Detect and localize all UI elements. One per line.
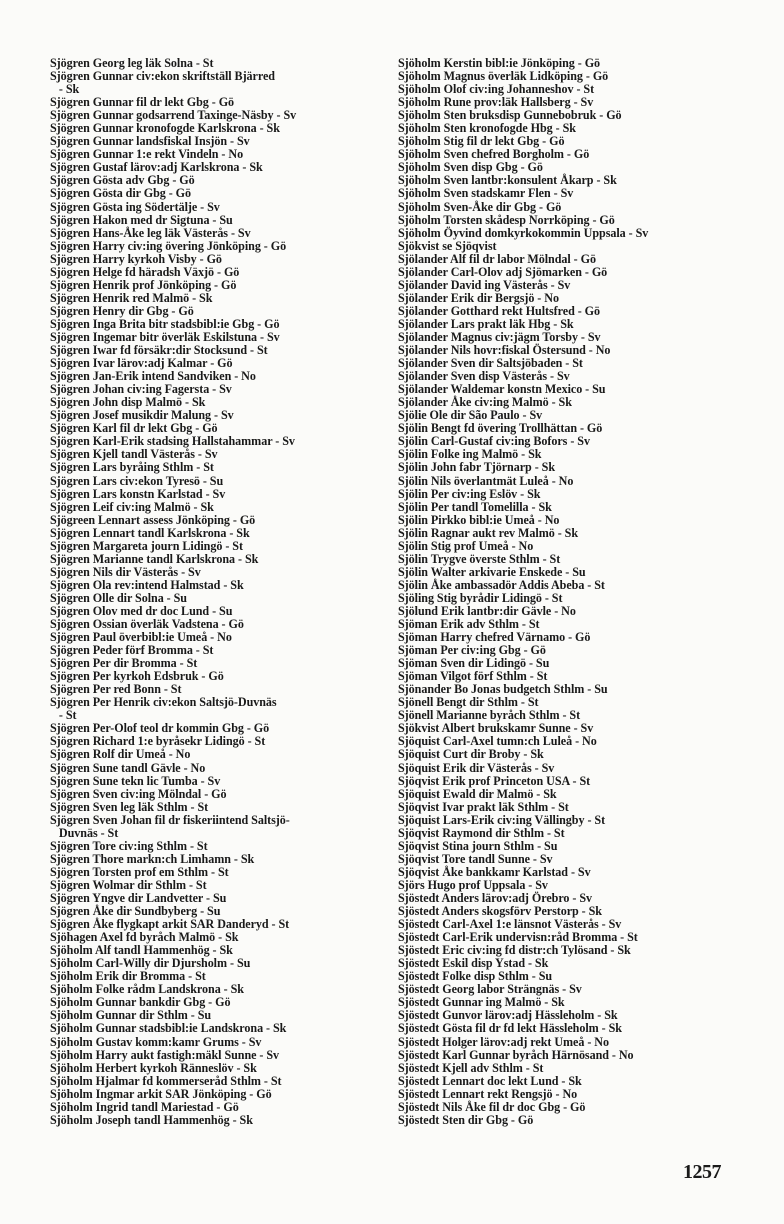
directory-entry: Sjögren Ossian överläk Vadstena - Gö — [50, 617, 244, 632]
directory-entry: Sjögren Johan civ:ing Fagersta - Sv — [50, 382, 232, 397]
directory-entry: Sjöholm Folke rådm Landskrona - Sk — [50, 982, 244, 997]
directory-entry: - St — [50, 708, 77, 723]
directory-entry: Sjögren Karl-Erik stadsing Hallstahammar - Sv — [50, 434, 295, 449]
directory-entry: Sjöholm Ingrid tandl Mariestad - Gö — [50, 1099, 239, 1114]
directory-entry: Sjögren Hakon med dr Sigtuna - Su — [50, 212, 233, 227]
directory-entry: Sjögren Gösta ing Södertälje - Sv — [50, 199, 220, 214]
directory-entry: Sjöholm Sven disp Gbg - Gö — [398, 160, 543, 175]
directory-entry: Sjöman Erik adv Sthlm - St — [398, 617, 540, 632]
directory-entry: Sjöstedt Holger lärov:adj rekt Umeå - No — [398, 1034, 609, 1049]
directory-entry: Sjöstedt Georg labor Strängnäs - Sv — [398, 982, 582, 997]
directory-entry: Sjögren Kjell tandl Västerås - Sv — [50, 447, 218, 462]
directory-entry: Sjöstedt Lennart doc lekt Lund - Sk — [398, 1073, 582, 1088]
directory-entry: Sjöholm Sten kronofogde Hbg - Sk — [398, 121, 576, 136]
directory-entry: Sjölin Carl-Gustaf civ:ing Bofors - Sv — [398, 434, 590, 449]
directory-entry: Sjönell Bengt dir Sthlm - St — [398, 695, 539, 710]
directory-entry: Sjögren Per red Bonn - St — [50, 682, 182, 697]
directory-entry: Sjögren John disp Malmö - Sk — [50, 395, 206, 410]
directory-entry: Sjögren Sune tekn lic Tumba - Sv — [50, 773, 221, 788]
directory-entry: Sjögren Wolmar dir Sthlm - St — [50, 877, 207, 892]
directory-entry: Sjögren Thore markn:ch Limhamn - Sk — [50, 851, 255, 866]
directory-entry: Sjöstedt Kjell adv Sthlm - St — [398, 1060, 544, 1075]
directory-entry: Sjögren Ola rev:intend Halmstad - Sk — [50, 577, 244, 592]
directory-entry: Sjögren Helge fd häradsh Växjö - Gö — [50, 264, 240, 279]
directory-entry: Sjögren Ingemar bitr överläk Eskilstuna - Sv — [50, 329, 280, 344]
directory-entry: Sjögren Olle dir Solna - Su — [50, 590, 187, 605]
directory-entry: Sjöqvist Erik prof Princeton USA - St — [398, 773, 591, 788]
directory-entry: Sjögren Per-Olof teol dr kommin Gbg - Gö — [50, 721, 270, 736]
directory-entry: Sjögren Yngve dir Landvetter - Su — [50, 891, 227, 905]
directory-entry: Sjöholm Sven chefred Borgholm - Gö — [398, 147, 590, 162]
directory-entry: Sjögren Åke dir Sundbyberg - Su — [50, 904, 221, 919]
directory-entry: Sjölander Sven dir Saltsjöbaden - St — [398, 356, 583, 371]
directory-entry: Sjögren Gunnar civ:ekon skriftställ Bjärred — [50, 69, 275, 84]
directory-entry: Sjölander Åke civ:ing Malmö - Sk — [398, 395, 572, 410]
directory-entry: Sjögren Josef musikdir Malung - Sv — [50, 408, 234, 423]
page-number: 1257 — [683, 1161, 721, 1183]
directory-entry: Sjöstedt Sten dir Gbg - Gö — [398, 1112, 534, 1127]
directory-entry: Sjögren Jan-Erik intend Sandviken - No — [50, 369, 256, 384]
directory-entry: Sjögren Richard 1:e byråsekr Lidingö - St — [50, 734, 266, 749]
directory-entry: Sjökvist Albert brukskamr Sunne - Sv — [398, 721, 594, 736]
directory-entry: Sjölin Pirkko bibl:ie Umeå - No — [398, 512, 560, 527]
directory-entry: Sjögren Sven civ:ing Mölndal - Gö — [50, 786, 227, 801]
directory-entry: Sjölin Per civ:ing Eslöv - Sk — [398, 486, 541, 501]
directory-entry: Sjöstedt Nils Åke fil dr doc Gbg - Gö — [398, 1099, 586, 1114]
directory-entry: Sjöling Stig byrådir Lidingö - St — [398, 590, 563, 605]
directory-entry: Sjögren Olov med dr doc Lund - Su — [50, 603, 233, 618]
directory-entry: Sjögren Gunnar landsfiskal Insjön - Sv — [50, 134, 250, 149]
directory-entry: Sjölander David ing Västerås - Sv — [398, 277, 571, 292]
directory-entry: Sjölin Trygve överste Sthlm - St — [398, 551, 561, 566]
directory-entry: Sjöstedt Karl Gunnar byråch Härnösand - No — [398, 1047, 634, 1062]
directory-entry: Sjöholm Herbert kyrkoh Ränneslöv - Sk — [50, 1060, 257, 1075]
directory-entry: Sjögren Lennart tandl Karlskrona - Sk — [50, 525, 250, 540]
directory-entry: Sjöstedt Carl-Erik undervisn:råd Bromma - St — [398, 930, 638, 945]
directory-entry: Sjögren Gösta adv Gbg - Gö — [50, 173, 195, 188]
directory-entry: Sjöholm Carl-Willy dir Djursholm - Su — [50, 956, 251, 971]
directory-entry: Sjöman Harry chefred Värnamo - Gö — [398, 630, 591, 645]
directory-entry: Sjögren Harry civ:ing övering Jönköping - Gö — [50, 238, 287, 253]
directory-entry: Sjölin Ragnar aukt rev Malmö - Sk — [398, 525, 578, 540]
directory-entry: Sjögren Harry kyrkoh Visby - Gö — [50, 251, 222, 266]
directory-entry: Sjögren Georg leg läk Solna - St — [50, 56, 214, 70]
directory-entry: Sjölin Folke ing Malmö - Sk — [398, 447, 542, 462]
directory-entry: Sjöholm Gunnar bankdir Gbg - Gö — [50, 995, 231, 1010]
directory-entry: Sjögren Peder förf Bromma - St — [50, 643, 214, 658]
directory-entry: Sjögren Henrik prof Jönköping - Gö — [50, 277, 237, 292]
directory-entry: Sjölander Magnus civ:jägm Torsby - Sv — [398, 329, 601, 344]
directory-entry: Sjögren Gustaf lärov:adj Karlskrona - Sk — [50, 160, 263, 175]
directory-entry: Sjögren Gunnar kronofogde Karlskrona - Sk — [50, 121, 280, 136]
directory-entry: Sjöstedt Eric civ:ing fd distr:ch Tylösand - Sk — [398, 943, 631, 958]
directory-entry: Sjögren Gösta dir Gbg - Gö — [50, 186, 192, 201]
directory-entry: Sjöquist Curt dir Broby - Sk — [398, 747, 544, 762]
directory-entry: Sjöstedt Folke disp Sthlm - Su — [398, 969, 553, 984]
directory-entry: Sjögren Marianne tandl Karlskrona - Sk — [50, 551, 259, 566]
directory-entry: Sjögren Lars civ:ekon Tyresö - Su — [50, 473, 224, 488]
directory-entry: Sjögren Henrik red Malmö - Sk — [50, 290, 213, 305]
directory-entry: Sjöholm Ingmar arkit SAR Jönköping - Gö — [50, 1086, 272, 1101]
directory-entry: Sjöquist Erik dir Västerås - Sv — [398, 760, 555, 775]
directory-entry: Sjölin Stig prof Umeå - No — [398, 538, 534, 553]
directory-entry: Sjöqvist Raymond dir Sthlm - St — [398, 825, 565, 840]
left-column — [50, 57, 370, 1127]
directory-entry: Sjöholm Stig fil dr lekt Gbg - Gö — [398, 134, 565, 149]
directory-entry: Sjögren Gunnar 1:e rekt Vindeln - No — [50, 147, 244, 162]
directory-entry: Sjöholm Sten bruksdisp Gunnebobruk - Gö — [398, 108, 622, 123]
directory-entry: Sjöstedt Anders lärov:adj Örebro - Sv — [398, 891, 593, 905]
directory-entry: Sjöholm Harry aukt fastigh:mäkl Sunne - Sv — [50, 1047, 280, 1062]
directory-entry: Sjögren Gunnar fil dr lekt Gbg - Gö — [50, 95, 235, 110]
directory-entry: Sjöquist Ewald dir Malmö - Sk — [398, 786, 557, 801]
directory-entry: Sjölin Åke ambassadör Addis Abeba - St — [398, 577, 605, 592]
directory-entry: Sjöquist Lars-Erik civ:ing Vällingby - St — [398, 812, 606, 827]
directory-entry: Sjögren Åke flygkapt arkit SAR Danderyd - St — [50, 917, 290, 932]
directory-entry: Sjölander Alf fil dr labor Mölndal - Gö — [398, 251, 596, 266]
directory-entry: Sjörs Hugo prof Uppsala - Sv — [398, 877, 548, 892]
directory-entry: Sjökvist se Sjöqvist — [398, 238, 497, 253]
directory-entry: Sjögren Torsten prof em Sthlm - St — [50, 864, 229, 879]
directory-entry: Sjölin Bengt fd övering Trollhättan - Gö — [398, 421, 603, 436]
directory-entry: Sjöman Sven dir Lidingö - Su — [398, 656, 550, 671]
directory-entry: Sjögren Tore civ:ing Sthlm - St — [50, 838, 208, 853]
directory-entry: Sjölander Gotthard rekt Hultsfred - Gö — [398, 303, 601, 318]
directory-entry: Sjöstedt Gunvor lärov:adj Hässleholm - Sk — [398, 1008, 618, 1023]
directory-entry: Sjölin Per tandl Tomelilla - Sk — [398, 499, 552, 514]
directory-entry: Sjögren Lars konstn Karlstad - Sv — [50, 486, 226, 501]
directory-entry: Sjölander Erik dir Bergsjö - No — [398, 290, 559, 305]
directory-entry: Sjöstedt Gunnar ing Malmö - Sk — [398, 995, 565, 1010]
directory-entry: Sjöstedt Eskil disp Ystad - Sk — [398, 956, 549, 971]
directory-entry: Sjöqvist Tore tandl Sunne - Sv — [398, 851, 553, 866]
directory-entry: Sjölander Waldemar konstn Mexico - Su — [398, 382, 606, 397]
directory-entry: Sjöholm Rune prov:läk Hallsberg - Sv — [398, 95, 594, 110]
directory-entry: Sjögren Paul överbibl:ie Umeå - No — [50, 630, 232, 645]
directory-entry: Sjögren Sven Johan fil dr fiskeriintend Saltsjö- — [50, 812, 290, 827]
directory-entry: Sjögren Rolf dir Umeå - No — [50, 747, 191, 762]
directory-entry: Duvnäs - St — [50, 825, 119, 840]
directory-entry: Sjöhagen Axel fd byråch Malmö - Sk — [50, 930, 239, 945]
directory-entry: Sjögren Nils dir Västerås - Sv — [50, 564, 201, 579]
directory-entry: Sjöholm Sven lantbr:konsulent Åkarp - Sk — [398, 173, 617, 188]
directory-entry: Sjögren Gunnar godsarrend Taxinge-Näsby - Sv — [50, 108, 297, 123]
directory-entry: Sjögren Per kyrkoh Edsbruk - Gö — [50, 669, 224, 684]
directory-entry: Sjöstedt Lennart rekt Rengsjö - No — [398, 1086, 578, 1101]
directory-entry: Sjöholm Magnus överläk Lidköping - Gö — [398, 69, 609, 84]
directory-entry: Sjöholm Joseph tandl Hammenhög - Sk — [50, 1112, 253, 1127]
directory-entry: Sjöholm Gustav komm:kamr Grums - Sv — [50, 1034, 262, 1049]
directory-entry: Sjögren Lars byråing Sthlm - St — [50, 460, 214, 475]
directory-entry: Sjögren Hans-Åke leg läk Västerås - Sv — [50, 225, 251, 240]
directory-entry: Sjögren Margareta journ Lidingö - St — [50, 538, 243, 553]
directory-entry: Sjögren Leif civ:ing Malmö - Sk — [50, 499, 214, 514]
directory-entry: Sjönell Marianne byråch Sthlm - St — [398, 708, 581, 723]
directory-entry: Sjölin Nils överlantmät Luleå - No — [398, 473, 574, 488]
directory-entry: Sjöholm Olof civ:ing Johanneshov - St — [398, 82, 595, 97]
directory-entry: Sjögren Per dir Bromma - St — [50, 656, 198, 671]
directory-entry: Sjölander Lars prakt läk Hbg - Sk — [398, 316, 574, 331]
directory-entry: Sjöstedt Anders skogsförv Perstorp - Sk — [398, 904, 602, 919]
directory-entry: Sjöqvist Åke bankkamr Karlstad - Sv — [398, 864, 591, 879]
directory-entry: Sjölin Walter arkivarie Enskede - Su — [398, 564, 586, 579]
directory-entry: Sjögren Iwar fd försäkr:dir Stocksund - St — [50, 343, 268, 358]
directory-entry: Sjögren Ivar lärov:adj Kalmar - Gö — [50, 356, 233, 371]
directory-entry: Sjöholm Alf tandl Hammenhög - Sk — [50, 943, 233, 958]
directory-entry: Sjöstedt Carl-Axel 1:e länsnot Västerås - Sv — [398, 917, 622, 932]
directory-entry: Sjögren Sune tandl Gävle - No — [50, 760, 206, 775]
directory-entry: Sjögreen Lennart assess Jönköping - Gö — [50, 512, 256, 527]
directory-entry: Sjögren Karl fil dr lekt Gbg - Gö — [50, 421, 218, 436]
directory-entry: Sjönander Bo Jonas budgetch Sthlm - Su — [398, 682, 608, 697]
directory-entry: Sjögren Per Henrik civ:ekon Saltsjö-Duvnäs — [50, 695, 277, 710]
directory-entry: Sjöholm Gunnar stadsbibl:ie Landskrona - Sk — [50, 1021, 287, 1036]
directory-entry: Sjöquist Carl-Axel tumn:ch Luleå - No — [398, 734, 597, 749]
directory-entry: Sjöholm Hjalmar fd kommerseråd Sthlm - St — [50, 1073, 282, 1088]
directory-entry: Sjöman Vilgot förf Sthlm - St — [398, 669, 548, 684]
directory-entry: Sjöholm Sven stadskamr Flen - Sv — [398, 186, 574, 201]
directory-entry: Sjögren Sven leg läk Sthlm - St — [50, 799, 209, 814]
directory-entry: Sjölander Nils hovr:fiskal Östersund - No — [398, 343, 611, 358]
directory-entry: Sjöholm Sven-Åke dir Gbg - Gö — [398, 199, 562, 214]
directory-entry: Sjölund Erik lantbr:dir Gävle - No — [398, 603, 576, 618]
directory-entry: Sjöholm Öyvind domkyrkokommin Uppsala - Sv — [398, 225, 649, 240]
directory-entry: Sjölander Sven disp Västerås - Sv — [398, 369, 570, 384]
directory-entry: Sjöholm Torsten skådesp Norrköping - Gö — [398, 212, 615, 227]
directory-entry: Sjöqvist Ivar prakt läk Sthlm - St — [398, 799, 569, 814]
directory-entry: Sjögren Inga Brita bitr stadsbibl:ie Gbg - Gö — [50, 316, 280, 331]
right-column — [398, 57, 732, 1127]
directory-entry: Sjöholm Gunnar dir Sthlm - Su — [50, 1008, 212, 1023]
directory-entry: Sjölin John fabr Tjörnarp - Sk — [398, 460, 555, 475]
directory-entry: Sjöholm Kerstin bibl:ie Jönköping - Gö — [398, 56, 601, 70]
directory-entry: Sjölie Ole dir São Paulo - Sv — [398, 408, 543, 423]
directory-entry: Sjöstedt Gösta fil dr fd lekt Hässleholm - Sk — [398, 1021, 622, 1036]
directory-entry: Sjöqvist Stina journ Sthlm - Su — [398, 838, 558, 853]
directory-entry: Sjögren Henry dir Gbg - Gö — [50, 303, 194, 318]
directory-entry: - Sk — [50, 82, 80, 97]
directory-entry: Sjölander Carl-Olov adj Sjömarken - Gö — [398, 264, 608, 279]
directory-entry: Sjöman Per civ:ing Gbg - Gö — [398, 643, 546, 658]
directory-entry: Sjöholm Erik dir Bromma - St — [50, 969, 206, 984]
